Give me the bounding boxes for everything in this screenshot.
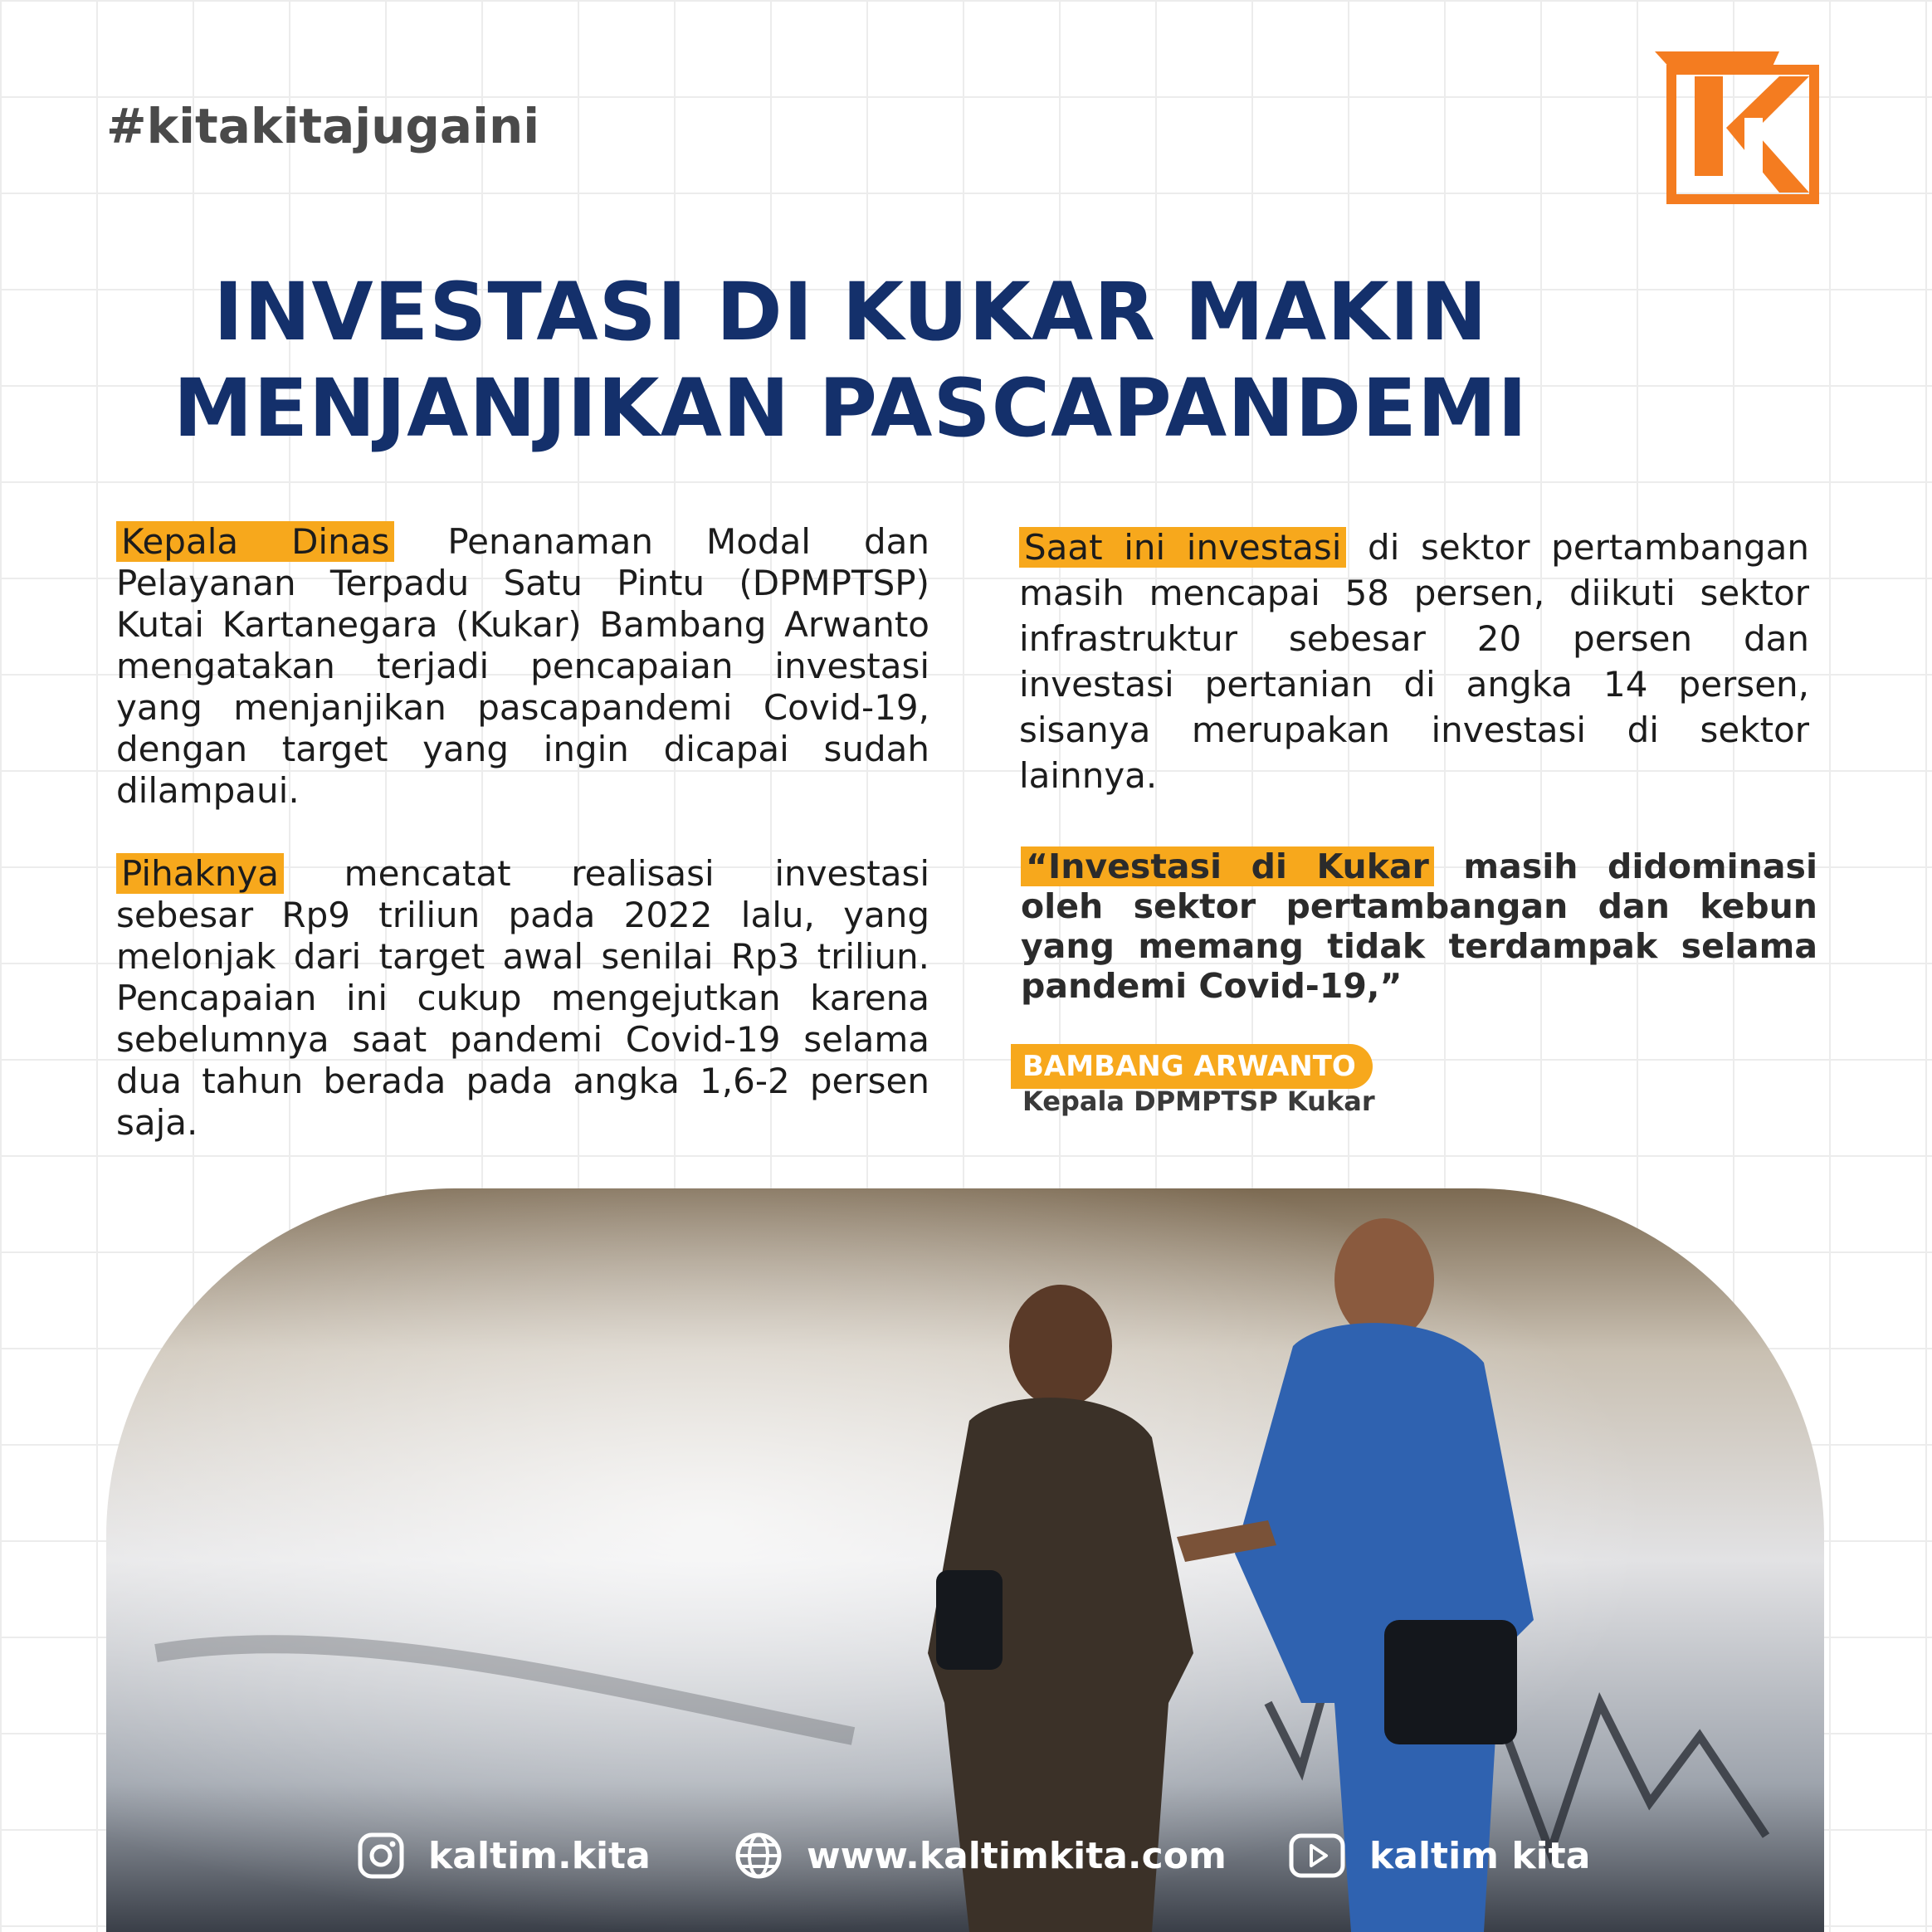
pull-quote: [1021, 846, 1817, 1006]
website-url: www.kaltimkita.com: [807, 1834, 1227, 1877]
youtube-icon: [1288, 1832, 1346, 1879]
left-paragraph-2: [116, 853, 929, 1144]
speaker-role: Kepala DPMPTSP Kukar: [1022, 1086, 1375, 1117]
highlight-pihaknya: Pihaknya: [116, 853, 284, 894]
page-title: [0, 264, 1701, 456]
left-paragraph-1-text: Penanaman Modal dan Pelayanan Terpadu Satu Pintu (DPMPTSP) Kutai Kartanegara (Kukar) Bambang Arwanto mengatakan terjadi pencapaian investasi yang menjanjikan pascapandemi Covid-19, dengan target yang ingin dicapai sudah dilampaui.: [116, 521, 929, 811]
instagram-handle: kaltim.kita: [428, 1834, 651, 1877]
left-paragraph-2-text: mencatat realisasi investasi sebesar Rp9 triliun pada 2022 lalu, yang melonjak dari target awal senilai Rp3 triliun. Pencapaian ini cukup mengejutkan karena sebelumnya saat pandemi Covid-19 selama dua tahun berada pada angka 1,6-2 persen saja.: [116, 853, 929, 1143]
footer-website[interactable]: [734, 1826, 1227, 1886]
globe-icon: [734, 1831, 783, 1881]
footer-youtube[interactable]: [1288, 1826, 1590, 1886]
highlight-kepala-dinas: Kepala Dinas: [116, 521, 394, 562]
left-paragraph-1: [116, 521, 929, 812]
kk-logo: [1655, 51, 1824, 206]
speaker-name: BAMBANG ARWANTO: [1011, 1044, 1373, 1089]
instagram-icon: [357, 1832, 405, 1880]
footer-instagram[interactable]: [357, 1826, 651, 1886]
highlight-saat-ini: Saat ini investasi: [1019, 527, 1346, 568]
quote-highlight: “Investasi di Kukar: [1021, 846, 1434, 886]
youtube-channel: kaltim kita: [1369, 1834, 1591, 1877]
title-line-1: INVESTASI DI KUKAR MAKIN: [213, 266, 1488, 359]
handshake-photo: [106, 1188, 1824, 1932]
right-column: [1019, 524, 1809, 798]
hashtag: #kitakitajugaini: [106, 98, 540, 154]
quote-text: masih didominasi oleh sektor pertambangan dan kebun yang memang tidak terdampak selama pandemi Covid-19,”: [1021, 846, 1817, 1006]
title-line-2: MENJANJIKAN PASCAPANDEMI: [173, 362, 1529, 455]
right-paragraph-1: [1019, 524, 1809, 798]
left-column: [116, 521, 929, 1144]
right-paragraph-1-text: di sektor pertambangan masih mencapai 58 persen, diikuti sektor infrastruktur sebesar 20 persen dan investasi pertanian di angka 14 persen, sisanya merupakan investasi di sektor lainnya.: [1019, 527, 1809, 796]
